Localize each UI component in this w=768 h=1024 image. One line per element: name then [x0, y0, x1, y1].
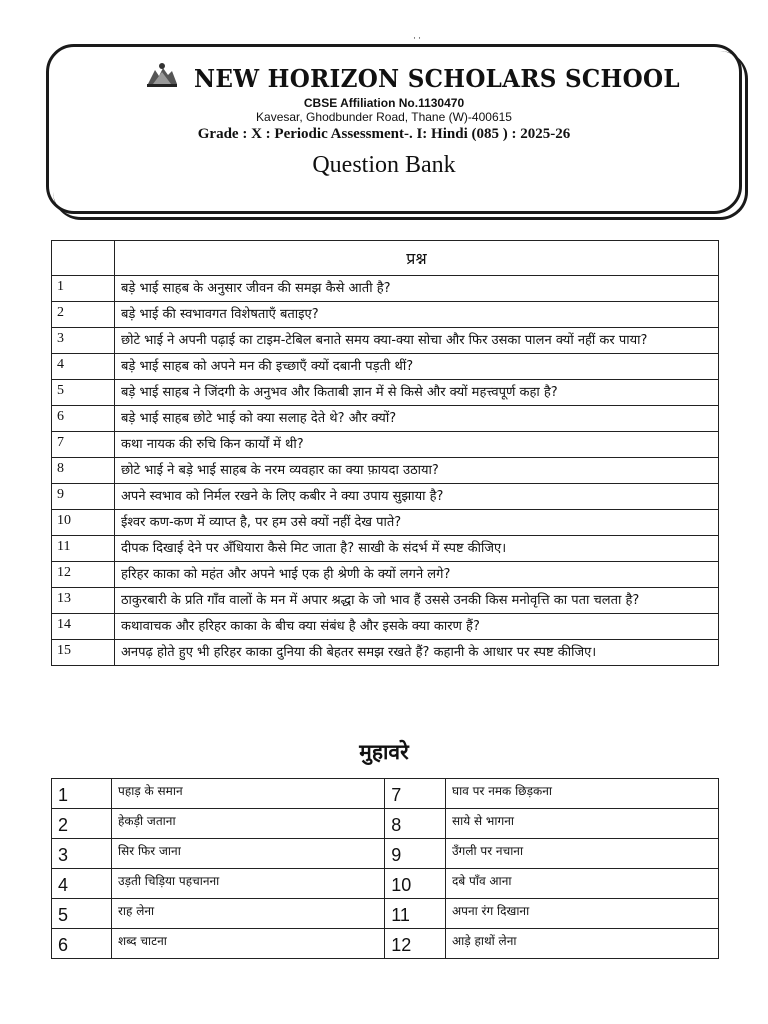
question-text: ईश्वर कण-कण में व्याप्त है, पर हम उसे क्यों नहीं देख पाते?	[115, 510, 719, 536]
idiom-text: साये से भागना	[445, 809, 718, 839]
idiom-text: सिर फिर जाना	[112, 839, 385, 869]
idiom-number: 5	[52, 899, 112, 929]
school-logo-icon	[145, 60, 179, 88]
school-address: Kavesar, Ghodbunder Road, Thane (W)-400615	[256, 110, 512, 124]
question-number: 12	[52, 562, 115, 588]
question-row	[52, 614, 719, 640]
question-row	[52, 640, 719, 666]
idiom-number: 3	[52, 839, 112, 869]
question-text: अपने स्वभाव को निर्मल रखने के लिए कबीर ने क्या उपाय सुझाया है?	[115, 484, 719, 510]
question-text: अनपढ़ होते हुए भी हरिहर काका दुनिया की बेहतर समझ रखते हैं? कहानी के आधार पर स्पष्ट कीजिए।	[115, 640, 719, 666]
idiom-row	[52, 809, 719, 839]
question-column-header: प्रश्न	[115, 241, 719, 276]
idiom-text: दबे पाँव आना	[445, 869, 718, 899]
question-number: 1	[52, 276, 115, 302]
question-row	[52, 302, 719, 328]
idiom-text: घाव पर नमक छिड़कना	[445, 779, 718, 809]
question-number: 9	[52, 484, 115, 510]
question-text: बड़े भाई की स्वभावगत विशेषताएँ बताइए?	[115, 302, 719, 328]
question-number: 10	[52, 510, 115, 536]
question-text: छोटे भाई ने बड़े भाई साहब के नरम व्यवहार का क्या फ़ायदा उठाया?	[115, 458, 719, 484]
question-row	[52, 354, 719, 380]
idiom-number: 8	[385, 809, 446, 839]
question-row	[52, 432, 719, 458]
question-text: बड़े भाई साहब ने जिंदगी के अनुभव और किताबी ज्ञान में से किसे और क्यों महत्त्वपूर्ण कहा है?	[115, 380, 719, 406]
school-name: NEW HORIZON SCHOLARS SCHOOL	[194, 64, 680, 93]
idiom-number: 11	[385, 899, 446, 929]
question-number: 5	[52, 380, 115, 406]
idiom-row	[52, 779, 719, 809]
question-text: कथा नायक की रुचि किन कार्यों में थी?	[115, 432, 719, 458]
grade-line: Grade : X : Periodic Assessment-. I: Hindi (085 ) : 2025-26	[197, 126, 571, 142]
idiom-row	[52, 899, 719, 929]
question-row	[52, 406, 719, 432]
question-text: दीपक दिखाई देने पर अँधियारा कैसे मिट जाता है? साखी के संदर्भ में स्पष्ट कीजिए।	[115, 536, 719, 562]
question-text: बड़े भाई साहब छोटे भाई को क्या सलाह देते थे? और क्यों?	[115, 406, 719, 432]
question-number: 11	[52, 536, 115, 562]
idiom-number: 9	[385, 839, 446, 869]
idiom-number: 7	[385, 779, 446, 809]
idiom-text: पहाड़ के समान	[112, 779, 385, 809]
top-mark: ˙˙	[412, 37, 422, 48]
question-number: 6	[52, 406, 115, 432]
question-number: 2	[52, 302, 115, 328]
idiom-number: 6	[52, 929, 112, 959]
affiliation-number: CBSE Affiliation No.1130470	[303, 96, 465, 110]
question-text: कथावाचक और हरिहर काका के बीच क्या संबंध है और इसके क्या कारण हैं?	[115, 614, 719, 640]
idiom-number: 10	[385, 869, 446, 899]
number-column-header	[52, 241, 115, 276]
idiom-text: उड़ती चिड़िया पहचानना	[112, 869, 385, 899]
question-text: बड़े भाई साहब के अनुसार जीवन की समझ कैसे आती है?	[115, 276, 719, 302]
question-text: छोटे भाई ने अपनी पढ़ाई का टाइम-टेबिल बनाते समय क्या-क्या सोचा और फिर उसका पालन क्यों नहीं कर पाया?	[115, 328, 719, 354]
question-number: 15	[52, 640, 115, 666]
question-number: 7	[52, 432, 115, 458]
idiom-row	[52, 869, 719, 899]
idiom-text: राह लेना	[112, 899, 385, 929]
question-table-header	[52, 241, 719, 276]
idiom-number: 12	[385, 929, 446, 959]
question-number: 14	[52, 614, 115, 640]
question-row	[52, 276, 719, 302]
idiom-row	[52, 929, 719, 959]
idioms-table	[51, 778, 719, 959]
idiom-number: 2	[52, 809, 112, 839]
question-row	[52, 510, 719, 536]
idiom-text: हेकड़ी जताना	[112, 809, 385, 839]
page-title: Question Bank	[312, 152, 456, 178]
question-number: 4	[52, 354, 115, 380]
idiom-text: अपना रंग दिखाना	[445, 899, 718, 929]
question-row	[52, 536, 719, 562]
question-row	[52, 484, 719, 510]
question-text: हरिहर काका को महंत और अपने भाई एक ही श्रेणी के क्यों लगने लगे?	[115, 562, 719, 588]
question-text: बड़े भाई साहब को अपने मन की इच्छाएँ क्यों दबानी पड़ती थीं?	[115, 354, 719, 380]
question-number: 13	[52, 588, 115, 614]
question-table	[51, 240, 719, 666]
idiom-text: शब्द चाटना	[112, 929, 385, 959]
idiom-row	[52, 839, 719, 869]
question-row	[52, 380, 719, 406]
question-row	[52, 562, 719, 588]
question-number: 3	[52, 328, 115, 354]
idiom-number: 1	[52, 779, 112, 809]
question-row	[52, 588, 719, 614]
question-number: 8	[52, 458, 115, 484]
idiom-text: आड़े हाथों लेना	[445, 929, 718, 959]
question-row	[52, 458, 719, 484]
idiom-text: उँगली पर नचाना	[445, 839, 718, 869]
question-row	[52, 328, 719, 354]
idioms-title: मुहावरे	[359, 740, 409, 764]
idiom-number: 4	[52, 869, 112, 899]
question-text: ठाकुरबारी के प्रति गाँव वालों के मन में अपार श्रद्धा के जो भाव हैं उससे उनकी किस मनोवृत्ति का पता चलता है?	[115, 588, 719, 614]
